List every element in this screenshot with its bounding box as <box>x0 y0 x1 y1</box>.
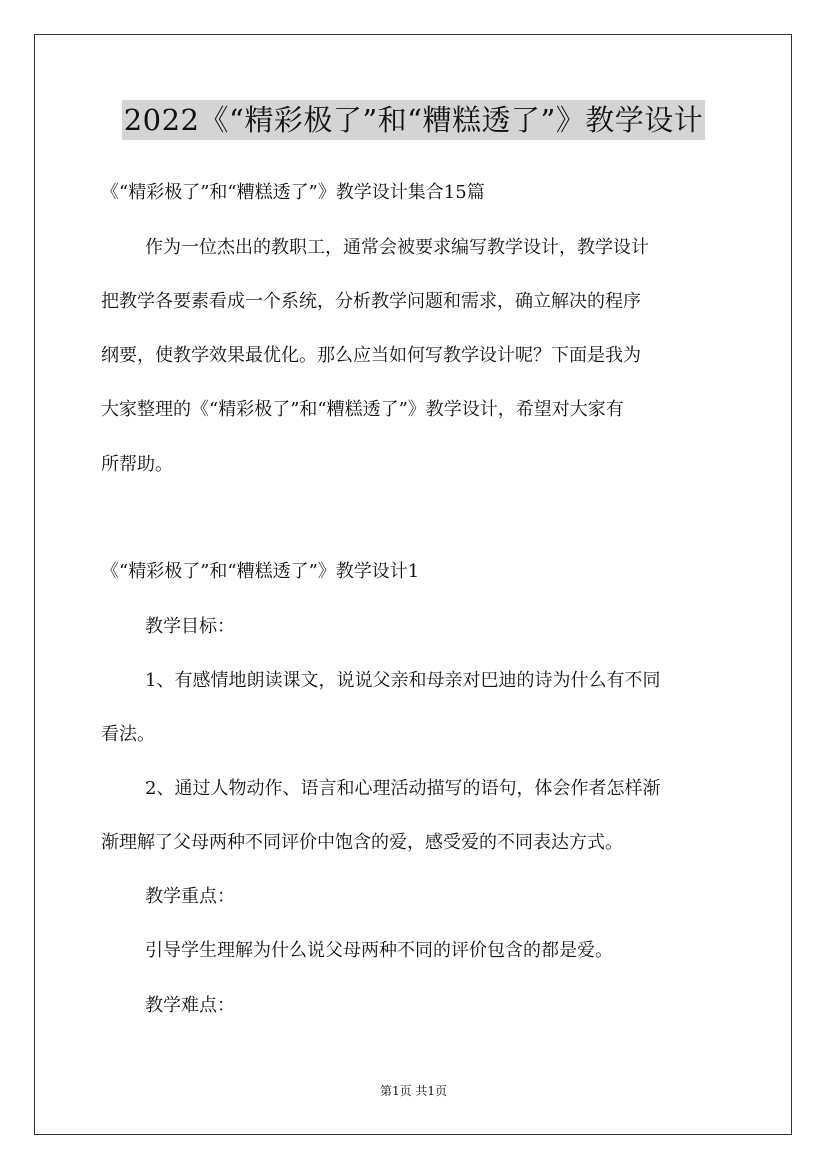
document-subtitle: 《“精彩极了”和“糟糕透了”》教学设计集合15篇 <box>101 182 485 203</box>
goal-line: 1、有感情地朗读课文，说说父亲和母亲对巴迪的诗为什么有不同 <box>145 670 661 691</box>
goal-line: 2、通过人物动作、语言和心理活动描写的语句，体会作者怎样渐 <box>145 778 661 799</box>
intro-line: 把教学各要素看成一个系统，分析教学问题和需求，确立解决的程序 <box>101 291 641 312</box>
title-container <box>0 100 827 140</box>
focus-text: 引导学生理解为什么说父母两种不同的评价包含的都是爱。 <box>145 940 613 961</box>
goal-line: 看法。 <box>101 724 155 745</box>
goal-line: 渐理解了父母两种不同评价中饱含的爱，感受爱的不同表达方式。 <box>101 832 623 853</box>
intro-line: 大家整理的《“精彩极了”和“糟糕透了”》教学设计，希望对大家有 <box>101 399 624 420</box>
document-title: 2022《“精彩极了”和“糟糕透了”》教学设计 <box>122 100 706 140</box>
page-footer: 第1页 共1页 <box>379 1084 448 1098</box>
section-heading: 《“精彩极了”和“糟糕透了”》教学设计1 <box>101 561 420 582</box>
intro-line: 纲要，使教学效果最优化。那么应当如何写教学设计呢？下面是我为 <box>101 345 641 366</box>
difficulty-label: 教学难点： <box>145 995 235 1016</box>
goals-label: 教学目标： <box>145 616 235 637</box>
intro-line: 所帮助。 <box>101 454 173 475</box>
intro-line: 作为一位杰出的教职工，通常会被要求编写教学设计，教学设计 <box>145 237 649 258</box>
focus-label: 教学重点： <box>145 886 235 907</box>
